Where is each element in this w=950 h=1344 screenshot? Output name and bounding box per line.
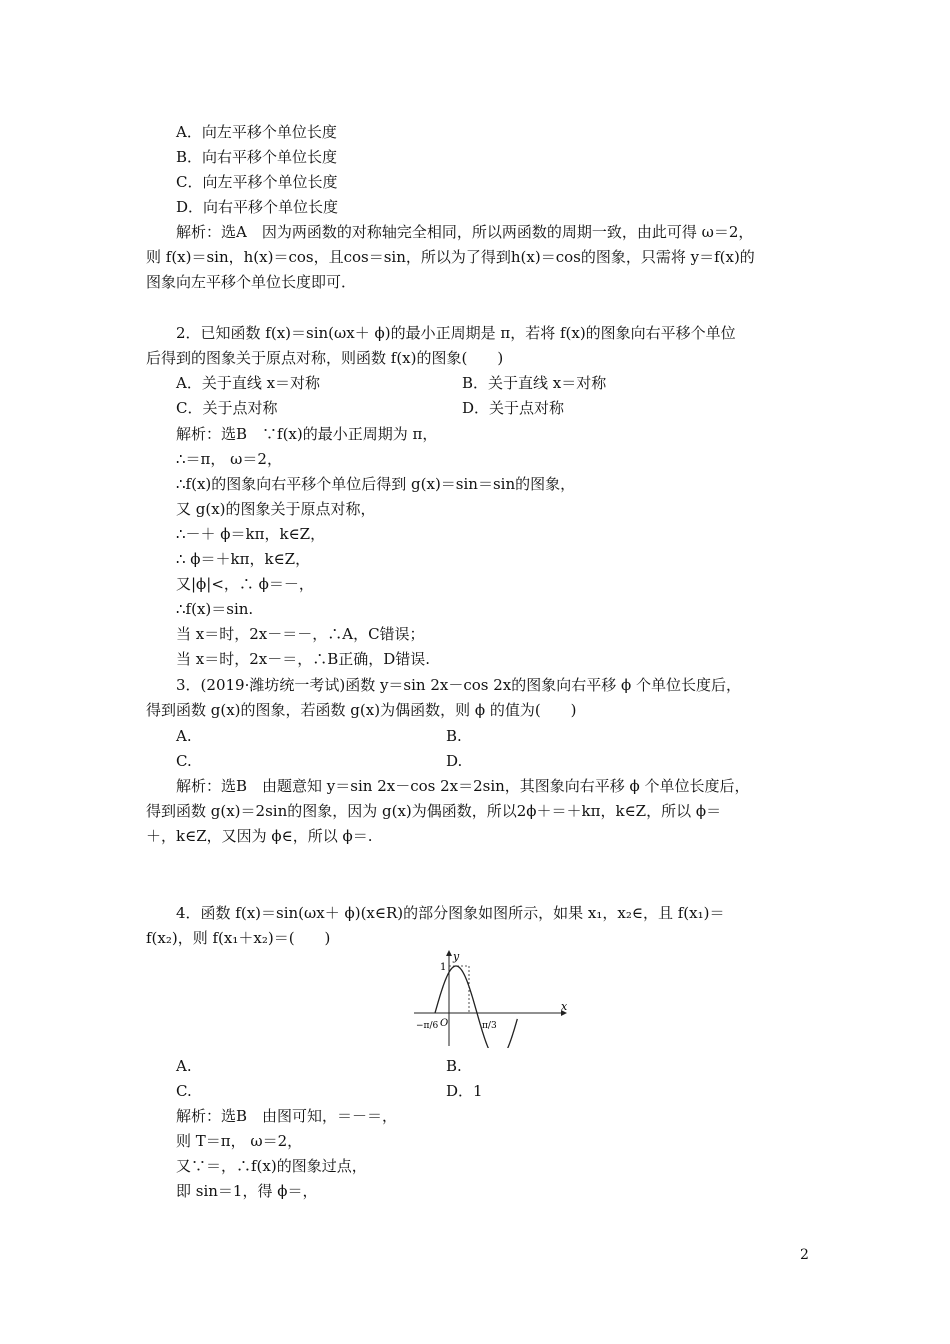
- q3-solution-line-3: ＋，k∈Z，又因为 ϕ∈，所以 ϕ＝.: [146, 827, 373, 845]
- left-tick-label: −π/6: [416, 1021, 439, 1031]
- q3-solution-line-2: 得到函数 g(x)＝2sin的图象，因为 g(x)为偶函数，所以2ϕ＋＝＋kπ，k∈Z，所以 ϕ＝: [146, 802, 722, 820]
- q2-option-a: A．关于直线 x＝对称: [176, 374, 321, 392]
- q3-option-c: C.: [176, 752, 192, 770]
- q4-stem-line-2: f(x₂)，则 f(x₁＋x₂)＝( ): [146, 929, 331, 947]
- q3-option-d: D.: [446, 752, 463, 770]
- sine-graph-figure: [410, 948, 570, 1048]
- q2-solution-line-3: ∴f(x)的图象向右平移个单位后得到 g(x)＝sin＝sin的图象，: [176, 475, 576, 493]
- q2-option-b: B．关于直线 x＝对称: [462, 374, 607, 392]
- q1-option-a: A．向左平移个单位长度: [176, 123, 337, 141]
- q1-solution-line-2: 则 f(x)＝sin，h(x)＝cos，且cos＝sin，所以为了得到h(x)＝cos的图象，只需将 y＝f(x)的: [146, 248, 755, 266]
- q4-solution-line-2: 则 T＝π， ω＝2，: [176, 1132, 303, 1150]
- q4-solution-line-1: 解析：选B 由图可知，＝－＝，: [176, 1107, 398, 1125]
- q2-solution-line-10: 当 x＝时，2x－＝，∴B正确，D错误.: [176, 650, 431, 668]
- q3-stem-line-2: 得到函数 g(x)的图象，若函数 g(x)为偶函数，则 ϕ 的值为( ): [146, 701, 577, 719]
- q1-solution-line-1: 解析：选A 因为两函数的对称轴完全相同，所以两函数的周期一致，由此可得 ω＝2，: [176, 223, 754, 241]
- q4-option-a: A.: [176, 1057, 192, 1075]
- q2-solution-line-7: 又|ϕ|<，∴ ϕ＝－，: [176, 575, 314, 593]
- q2-solution-line-1: 解析：选B ∵f(x)的最小正周期为 π，: [176, 425, 438, 443]
- y-one-label: 1: [440, 962, 447, 973]
- q2-stem-line-1: 2．已知函数 f(x)＝sin(ωx＋ ϕ)的最小正周期是 π，若将 f(x)的图象向右平移个单位: [176, 324, 736, 342]
- q3-option-a: A.: [176, 727, 192, 745]
- q2-option-d: D．关于点对称: [462, 399, 565, 417]
- sine-curve: [435, 966, 517, 1048]
- q3-solution-line-1: 解析：选B 由题意知 y＝sin 2x－cos 2x＝2sin，其图象向右平移 ϕ 个单位长度后，: [176, 777, 750, 795]
- q4-option-c: C.: [176, 1082, 192, 1100]
- q4-solution-line-4: 即 sin＝1，得 ϕ＝，: [176, 1182, 318, 1200]
- q2-solution-line-2: ∴＝π， ω＝2，: [176, 450, 282, 468]
- q4-option-d: D．1: [446, 1082, 483, 1100]
- q2-solution-line-8: ∴f(x)＝sin.: [176, 600, 254, 618]
- q1-option-d: D．向右平移个单位长度: [176, 198, 339, 216]
- q2-stem-line-2: 后得到的图象关于原点对称，则函数 f(x)的图象( ): [146, 349, 504, 367]
- q4-option-b: B.: [446, 1057, 462, 1075]
- q3-option-b: B.: [446, 727, 462, 745]
- x-axis-label: x: [561, 1000, 568, 1013]
- q1-option-b: B．向右平移个单位长度: [176, 148, 338, 166]
- page-number: 2: [800, 1247, 809, 1263]
- origin-label: O: [440, 1018, 449, 1029]
- q3-stem-line-1: 3．(2019·潍坊统一考试)函数 y＝sin 2x－cos 2x的图象向右平移 ϕ 个单位长度后，: [176, 676, 742, 694]
- q2-option-c: C．关于点对称: [176, 399, 278, 417]
- q2-solution-line-9: 当 x＝时，2x－＝－，∴A，C错误；: [176, 625, 425, 643]
- q1-option-c: C．向左平移个单位长度: [176, 173, 338, 191]
- q1-solution-line-3: 图象向左平移个单位长度即可．: [146, 273, 357, 291]
- q4-stem-line-1: 4．函数 f(x)＝sin(ωx＋ ϕ)(x∈R)的部分图象如图所示，如果 x₁，x₂∈，且 f(x₁)＝: [176, 904, 725, 922]
- q2-solution-line-6: ∴ ϕ＝＋kπ，k∈Z，: [176, 550, 311, 568]
- q4-solution-line-3: 又∵＝，∴f(x)的图象过点，: [176, 1157, 367, 1175]
- right-tick-label: π/3: [482, 1021, 497, 1031]
- q2-solution-line-5: ∴－＋ ϕ＝kπ，k∈Z，: [176, 525, 326, 543]
- q2-solution-line-4: 又 g(x)的图象关于原点对称，: [176, 500, 376, 518]
- y-axis-label: y: [453, 950, 460, 963]
